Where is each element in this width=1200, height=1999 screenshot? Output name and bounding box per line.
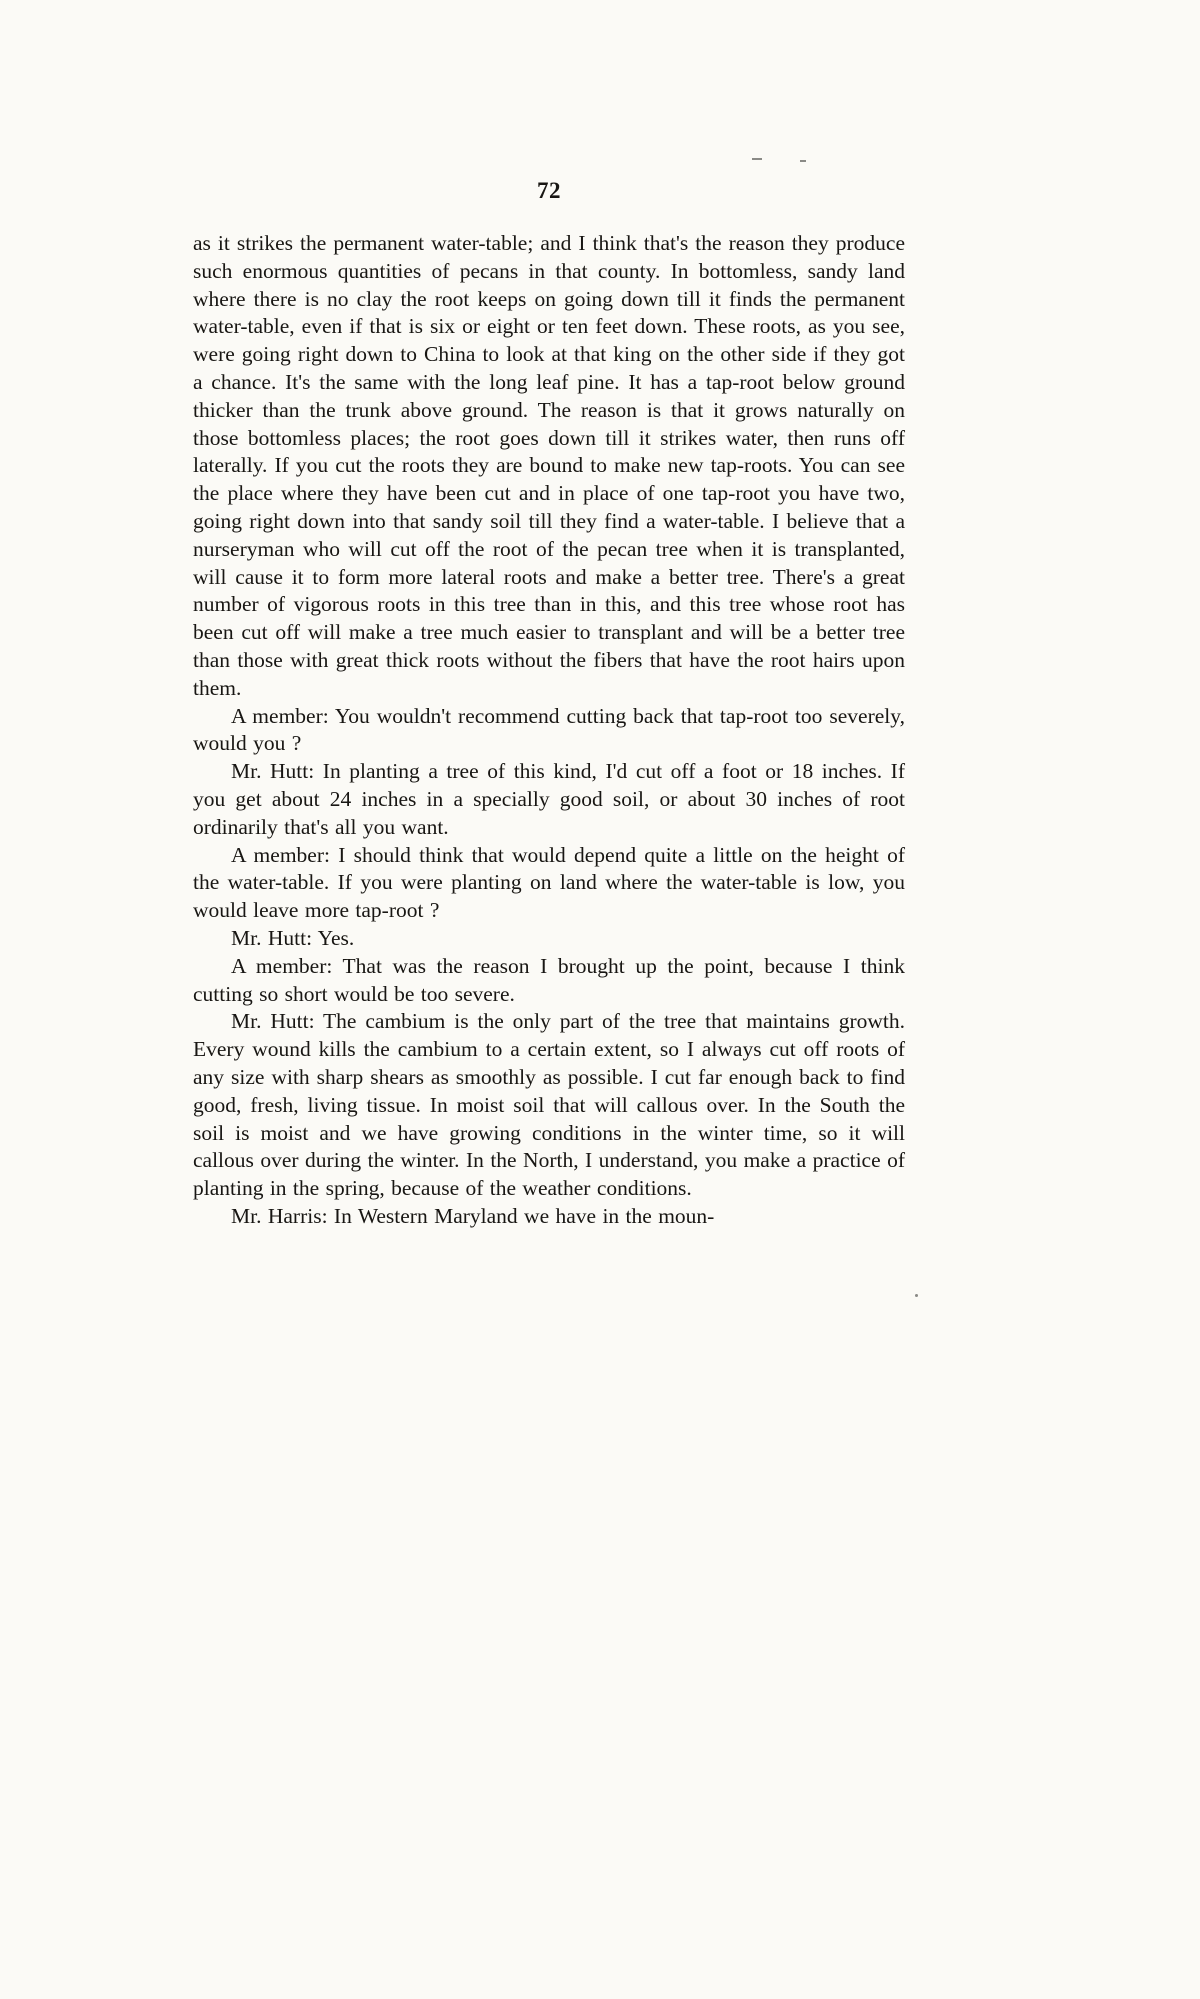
paragraph: Mr. Hutt: Yes. [231, 925, 355, 950]
page-text [193, 230, 905, 1231]
paragraph: A member: I should think that would depend quite a little on the height of the water-table. If you were planting on land where the water-table is low, you would leave more tap-root ? [193, 842, 905, 923]
scan-artifact-icon [752, 158, 762, 160]
paragraph: Mr. Hutt: The cambium is the only part of the tree that maintains growth. Every wound kills the cambium to a certain extent, so I always cut off roots of any size with sharp shears as smoothly as possible. I cut far enough back to find good, fresh, living tissue. In moist soil that will callous over. In the South the soil is moist and we have growing conditions in the winter time, so it will callous over during the winter. In the North, I understand, you make a practice of planting in the spring, because of the weather conditions. [193, 1009, 905, 1201]
scan-artifact-icon [915, 1294, 918, 1297]
paragraph: Mr. Hutt: In planting a tree of this kind, I'd cut off a foot or 18 inches. If you get about 24 inches in a specially good soil, or about 30 inches of root ordinarily that's all you want. [193, 759, 905, 839]
paragraph: A member: That was the reason I brought up the point, because I think cutting so short would be too severe. [193, 953, 905, 1006]
paragraph: Mr. Harris: In Western Maryland we have in the moun- [231, 1203, 715, 1228]
page-number: 72 [537, 178, 561, 203]
scan-artifact-icon [800, 160, 806, 162]
paragraph: A member: You wouldn't recommend cutting back that tap-root too severely, would you ? [193, 703, 905, 756]
paragraph: as it strikes the permanent water-table; and I think that's the reason they produce such enormous quantities of pecans in that county. In bottomless, sandy land where there is no clay the root keeps on going down till it finds the permanent water-table, even if that is six or eight or ten feet down. These roots, as you see, were going right down to China to look at that king on the other side if they got a chance. It's the same with the long leaf pine. It has a tap-root below ground thicker than the trunk above ground. The reason is that it grows naturally on those bottomless places; the root goes down till it strikes water, then runs off laterally. If you cut the roots they are bound to make new tap-roots. You can see the place where they have been cut and in place of one tap-root you have two, going right down into that sandy soil till they find a water-table. I believe that a nurseryman who will cut off the root of the pecan tree when it is transplanted, will cause it to form more lateral roots and make a better tree. There's a great number of vigorous roots in this tree than in this, and this tree whose root has been cut off will make a tree much easier to transplant and will be a better tree than those with great thick roots without the fibers that have the root hairs upon them. [193, 231, 905, 700]
